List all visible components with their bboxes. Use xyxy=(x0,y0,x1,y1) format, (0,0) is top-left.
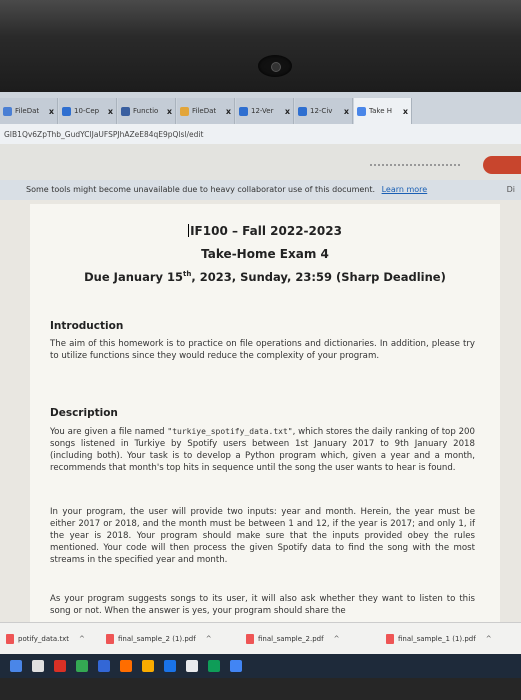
laptop-bottom-bezel xyxy=(0,678,521,700)
tab-label: Take H xyxy=(369,107,393,115)
browser-tab[interactable] xyxy=(59,98,117,124)
tab-close-icon[interactable]: x xyxy=(166,106,172,116)
tab-close-icon[interactable]: x xyxy=(343,106,349,116)
tab-strip xyxy=(0,92,521,124)
file-icon xyxy=(246,634,254,644)
taskbar-app-icon[interactable] xyxy=(10,660,22,672)
tab-label: 12-Ver xyxy=(251,107,274,115)
chevron-up-icon[interactable]: ^ xyxy=(205,634,212,643)
share-button[interactable] xyxy=(483,156,521,174)
download-item[interactable] xyxy=(240,623,380,654)
tab-favicon-icon xyxy=(3,107,12,116)
laptop-bezel xyxy=(0,0,521,92)
tab-close-icon[interactable]: x xyxy=(225,106,231,116)
description-paragraph-2: In your program, the user will provide two inputs: year and month. Herein, the year must be either 2017 or 2018, and the month must be between 1 and 12, if the year is 2017; and only 1, if the year is 2018. Your program should make sure that the inputs provided obey the rules mentioned. Your code will then process the given Spotify data to find the song with the most streams in the specified year and month. xyxy=(50,507,475,565)
tab-favicon-icon xyxy=(357,107,366,116)
chevron-up-icon[interactable]: ^ xyxy=(485,634,492,643)
tab-label: FileDat xyxy=(15,107,40,115)
taskbar-app-icon[interactable] xyxy=(76,660,88,672)
tab-label: FileDat xyxy=(192,107,217,115)
taskbar-app-icon[interactable] xyxy=(98,660,110,672)
document-page[interactable] xyxy=(30,204,500,654)
webcam xyxy=(258,55,292,77)
banner-right-text: Di xyxy=(506,185,515,194)
tab-close-icon[interactable]: x xyxy=(284,106,290,116)
download-filename: final_sample_2.pdf xyxy=(258,634,324,643)
description-paragraph-3: As your program suggests songs to its user, it will also ask whether they want to listen to this song or not. When the answer is yes, your program should share the xyxy=(50,594,475,616)
tab-label: Functio xyxy=(133,107,159,115)
download-item[interactable] xyxy=(0,623,100,654)
taskbar-app-icon[interactable] xyxy=(164,660,176,672)
taskbar-app-icon[interactable] xyxy=(142,660,154,672)
download-item[interactable] xyxy=(380,623,520,654)
banner-text: Some tools might become unavailable due to heavy collaborator use of this document. xyxy=(26,185,376,194)
tab-favicon-icon xyxy=(239,107,248,116)
browser-tab[interactable] xyxy=(118,98,176,124)
taskbar-app-icon[interactable] xyxy=(32,660,44,672)
file-icon xyxy=(386,634,394,644)
tab-favicon-icon xyxy=(121,107,130,116)
tab-close-icon[interactable]: x xyxy=(107,106,113,116)
collaborator-warning-banner xyxy=(0,180,521,200)
downloads-bar xyxy=(0,622,521,654)
download-filename: final_sample_2 (1).pdf xyxy=(118,634,196,643)
browser-tab[interactable] xyxy=(177,98,235,124)
address-bar[interactable] xyxy=(0,124,521,144)
chevron-up-icon[interactable]: ^ xyxy=(79,634,85,643)
download-filename: final_sample_1 (1).pdf xyxy=(398,634,476,643)
browser-window xyxy=(0,92,521,654)
docs-toolbar xyxy=(0,144,521,180)
intro-paragraph: The aim of this homework is to practice on file operations and dictionaries. In addition, please try to utilize functions since they would reduce the complexity of your program. xyxy=(50,339,475,361)
browser-tab[interactable] xyxy=(354,98,412,124)
file-icon xyxy=(106,634,114,644)
chevron-up-icon[interactable]: ^ xyxy=(333,634,340,643)
tab-favicon-icon xyxy=(180,107,189,116)
browser-tab[interactable] xyxy=(0,98,58,124)
file-icon xyxy=(6,634,14,644)
tab-label: 12-Civ xyxy=(310,107,333,115)
download-item[interactable] xyxy=(100,623,240,654)
tab-close-icon[interactable]: x xyxy=(48,106,54,116)
taskbar-app-icon[interactable] xyxy=(54,660,66,672)
browser-tab[interactable] xyxy=(295,98,353,124)
description-paragraph-1: You are given a file named "turkiye_spotify_data.txt", which stores the daily ranking of top 200 songs listened in Turkiye by Spotify users between 1st January 2017 to 9th January 2018 (including both). Your task is to develop a Python program which, given a year and a month, recommends that month's top hits in sequence until the song the user wants to hear is found. xyxy=(50,427,475,473)
intro-heading: Introduction xyxy=(50,320,124,332)
taskbar-app-icon[interactable] xyxy=(208,660,220,672)
taskbar xyxy=(0,654,521,678)
browser-tab[interactable] xyxy=(236,98,294,124)
doc-title: IF100 – Fall 2022-2023 xyxy=(190,224,342,238)
taskbar-app-icon[interactable] xyxy=(120,660,132,672)
doc-subtitle: Take-Home Exam 4 xyxy=(201,247,329,261)
tab-label: 10-Cep xyxy=(74,107,100,115)
description-heading: Description xyxy=(50,407,118,419)
tab-favicon-icon xyxy=(298,107,307,116)
tab-close-icon[interactable]: x xyxy=(402,106,408,116)
address-text: GIB1Qv6ZpThb_GudYClJaUFSPJhAZeE84qE9pQlsl/edit xyxy=(4,130,204,139)
tab-favicon-icon xyxy=(62,107,71,116)
download-filename: potify_data.txt xyxy=(18,634,70,643)
taskbar-app-icon[interactable] xyxy=(186,660,198,672)
taskbar-app-icon[interactable] xyxy=(230,660,242,672)
toolbar-status xyxy=(370,164,460,170)
learn-more-link[interactable]: Learn more xyxy=(381,185,428,194)
doc-due-date: Due January 15th, 2023, Sunday, 23:59 (Sharp Deadline) xyxy=(84,270,446,284)
text-cursor xyxy=(188,224,189,237)
